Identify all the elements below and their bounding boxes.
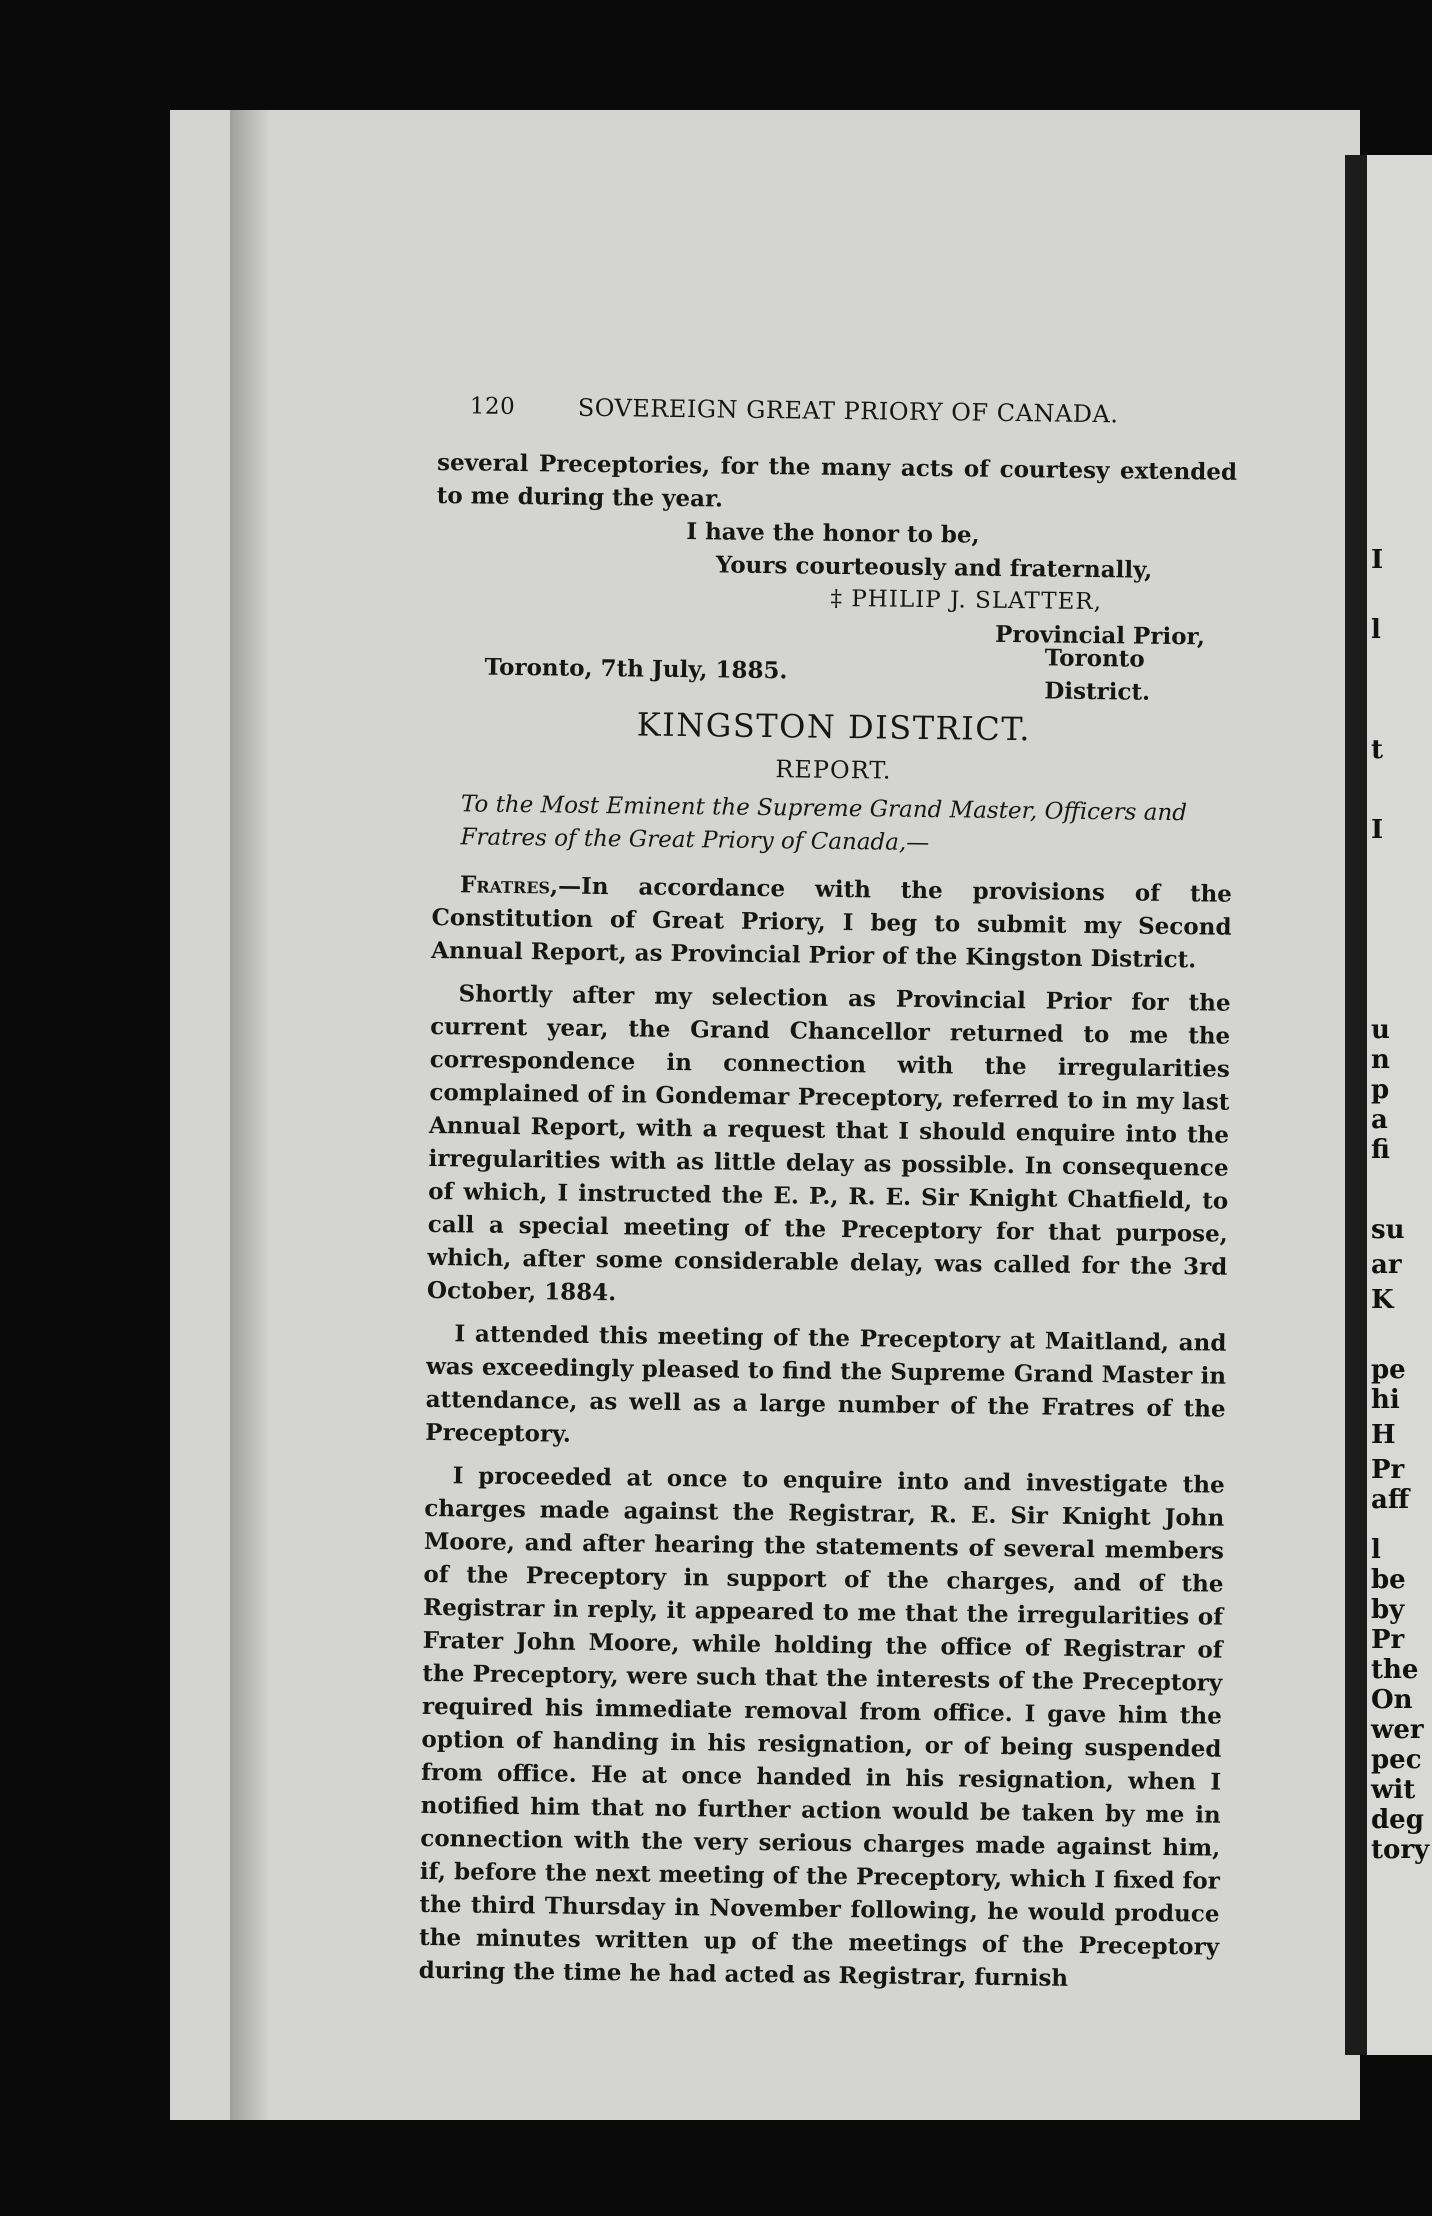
salutation: Fratres,: [459, 871, 559, 900]
continuation-paragraph: several Preceptories, for the many acts of courtesy extended to me during the year.: [436, 448, 1238, 513]
paragraph-text: —In accordance with the provisions of the Constitution of Great Priory, I beg to submit my Second Annual Report, as Provincial Prior of the Kingston District.: [430, 872, 1233, 974]
adjacent-fragment: pe: [1371, 1355, 1406, 1385]
date-row: [434, 644, 1234, 706]
adjacent-fragment: H: [1371, 1420, 1396, 1450]
running-title: SOVEREIGN GREAT PRIORY OF CANADA.: [577, 393, 1119, 429]
adjacent-fragment: u: [1371, 1015, 1390, 1045]
page-number: 120: [469, 393, 516, 420]
address-line: To the Most Eminent the Supreme Grand Master, Officers and Fratres of the Great Priory of Canada,—: [460, 791, 1188, 857]
adjacent-fragment: a: [1371, 1105, 1388, 1135]
adjacent-fragment: by: [1371, 1595, 1405, 1625]
adjacent-fragment: wit: [1371, 1775, 1416, 1805]
adjacent-fragment: pec: [1371, 1745, 1422, 1775]
closing-line: Yours courteously and fraternally,: [715, 551, 1153, 584]
body-paragraph: I proceeded at once to enquire into and investigate the charges made against the Registrar, R. E. Sir Knight John Moore, and after hearing the statements of several members of the Preceptory in support of the charges, and of the Registrar in reply, it appeared to me that the irregularities of Frater John Moore, while holding the office of Registrar of the Preceptory, were such that the interests of the Preceptory required his immediate removal from office. I gave him the option of handing in his resignation, or of being suspended from office. He at once handed in his resignation, when I notified him that no further action would be taken by me in connection with the very serious charges made against him, if, before the next meeting of the Preceptory, which I fixed for the third Thursday in November following, he would produce the minutes written up of the meetings of the Preceptory during the time he had acted as Registrar, furnish: [418, 1462, 1225, 1992]
adjacent-fragment: tory: [1371, 1835, 1430, 1865]
adjacent-fragment: hi: [1371, 1385, 1400, 1415]
signatory-title: Provincial Prior,: [994, 620, 1206, 651]
adjacent-fragment: deg: [1371, 1805, 1424, 1835]
running-header: [437, 390, 1238, 456]
adjacent-fragment: ar: [1371, 1250, 1402, 1280]
gutter-shadow: [230, 110, 270, 2120]
adjacent-fragment: aff: [1371, 1485, 1410, 1515]
adjacent-fragment: wer: [1371, 1715, 1424, 1745]
adjacent-fragment: the: [1371, 1655, 1419, 1685]
adjacent-page: [1367, 155, 1432, 2055]
adjacent-fragment: l: [1371, 1535, 1381, 1565]
adjacent-fragment: fi: [1371, 1135, 1390, 1165]
closing-line: I have the honor to be,: [686, 518, 980, 549]
adjacent-fragment: n: [1371, 1045, 1390, 1075]
body-paragraph: Shortly after my selection as Provincial Prior for the current year, the Grand Chancellor returned to me the correspondence in connection with the irregularities complained of in Gondemar Preceptory, referred to in my last Annual Report, with a request that I should enquire into the irregularities with as little delay as possible. In consequence of which, I instructed the E. P., R. E. Sir Knight Chatfield, to call a special meeting of the Preceptory for that purpose, which, after some considerable delay, was called for the 3rd October, 1884.: [426, 980, 1231, 1307]
adjacent-fragment: su: [1371, 1215, 1405, 1245]
adjacent-fragment: p: [1371, 1075, 1390, 1105]
page-text: [418, 390, 1237, 1997]
adjacent-fragment: t: [1371, 735, 1384, 765]
signatory-district: Toronto District.: [1044, 644, 1151, 706]
adjacent-fragment: l: [1371, 615, 1381, 645]
adjacent-fragment: be: [1371, 1565, 1406, 1595]
adjacent-fragment: Pr: [1371, 1455, 1405, 1485]
adjacent-fragment: K: [1371, 1285, 1394, 1315]
section-subheading: REPORT.: [775, 755, 892, 785]
adjacent-fragment: I: [1371, 545, 1384, 575]
adjacent-fragment: Pr: [1371, 1625, 1405, 1655]
letter-date: Toronto, 7th July, 1885.: [484, 653, 788, 685]
signature: ‡ PHILIP J. SLATTER,: [830, 585, 1103, 616]
adjacent-fragment: On: [1371, 1685, 1413, 1715]
section-heading: KINGSTON DISTRICT.: [636, 705, 1032, 749]
body-paragraph: [431, 868, 1232, 977]
page-edge: [1345, 155, 1367, 2055]
adjacent-fragment: I: [1371, 815, 1384, 845]
body-paragraph: I attended this meeting of the Preceptory at Maitland, and was exceedingly pleased to find the Supreme Grand Master in attendance, as well as a large number of the Fratres of the Preceptory.: [425, 1320, 1227, 1448]
